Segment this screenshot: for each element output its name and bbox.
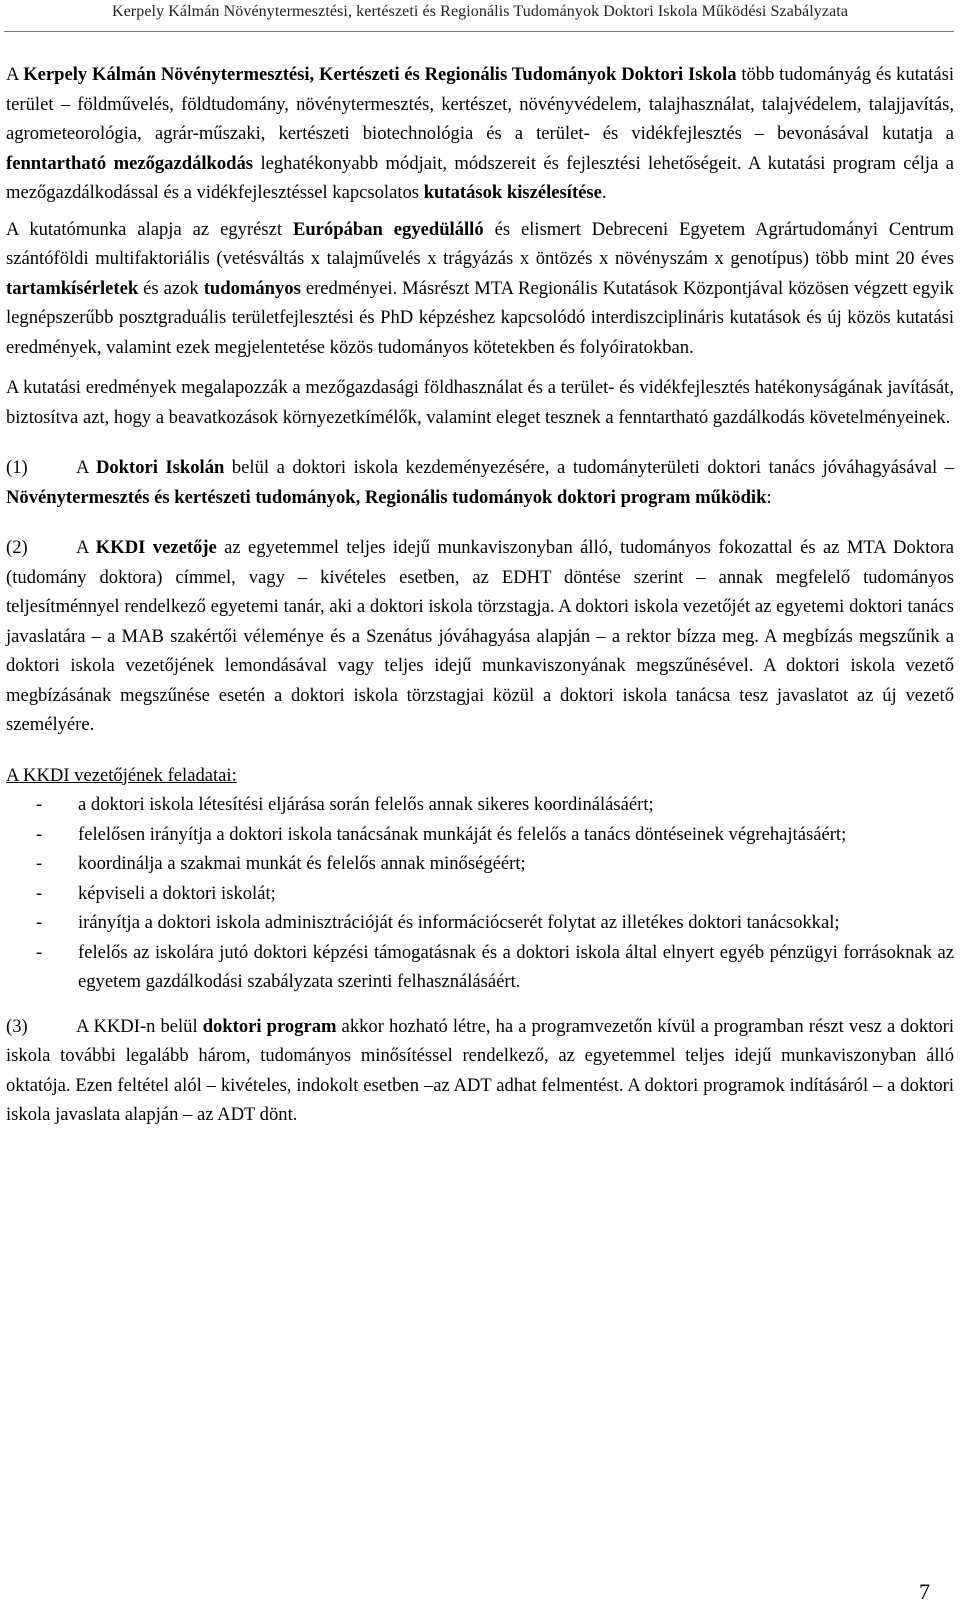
- bold-phrase: fenntartható mezőgazdálkodás: [6, 152, 254, 174]
- bold-phrase: Kerpely Kálmán Növénytermesztési, Kertészeti és Regionális Tudományok Doktori Iskola: [23, 64, 737, 85]
- task-item: [6, 908, 954, 938]
- bold-phrase: tudományos: [203, 277, 301, 299]
- bold-phrase: kutatások kiszélesítése: [423, 182, 602, 203]
- list-dash: -: [36, 823, 43, 845]
- list-dash: -: [36, 882, 43, 904]
- task-item: [6, 938, 954, 997]
- task-item: [6, 820, 954, 850]
- bold-phrase: Doktori Iskolán: [95, 457, 225, 478]
- list-dash: -: [36, 912, 43, 933]
- list-dash: -: [36, 794, 43, 815]
- page-number: 7: [919, 1579, 930, 1604]
- section-3: [6, 1012, 954, 1130]
- section-1-text: A Doktori Iskolán belül a doktori iskola kezdeményezésére, a tudományterületi doktori tanács jóváhagyásával – Növénytermesztés és kertészeti tudományok, Regionális tudományok doktori program működik:: [6, 457, 955, 508]
- document-body: [6, 60, 954, 1141]
- section-3-number: (3): [6, 1015, 28, 1037]
- section-1: [6, 453, 954, 512]
- running-header: Kerpely Kálmán Növénytermesztési, kertészeti és Regionális Tudományok Doktori Iskola Működési Szabályzata: [111, 3, 849, 20]
- tasks-heading: A KKDI vezetőjének feladatai:: [6, 764, 237, 786]
- intro-paragraph-2: A kutatómunka alapja az egyrészt Európában egyedülálló és elismert Debreceni Egyetem Agrártudományi Centrum szántóföldi multifaktoriális (vetésváltás x talajművelés x trágyázás x öntözés x növényszám x genotípus) több mint 20 éves tartamkísérletek és azok tudományos eredményei. Másrészt MTA Regionális Kutatások Központjával közösen végzett egyik legnépszerűbb posztgraduális területfejlesztési és PhD képzéshez kapcsolódó interdiszciplináris kutatások és új közös kutatási eredmények, valamint ezek megjelentetése közös tudományos kötetekben és folyóiratokban.: [6, 218, 954, 358]
- section-2: [6, 533, 954, 740]
- intro-paragraph-1: A Kerpely Kálmán Növénytermesztési, Kertészeti és Regionális Tudományok Doktori Iskola több tudományág és kutatási terület – földművelés, földtudomány, növénytermesztés, kertészet, növényvédelem, talajhasználat, talajvédelem, talajjavítás, agrometeorológia, agrár-műszaki, kertészeti biotechnológia és a terület- és vidékfejlesztés – bevonásával kutatja a fenntartható mezőgazdálkodás leghatékonyabb módjait, módszereit és fejlesztési lehetőségeit. A kutatási program célja a mezőgazdálkodással és a vidékfejlesztéssel kapcsolatos kutatások kiszélesítése.: [6, 64, 954, 203]
- task-item: [6, 879, 954, 909]
- bold-phrase: tartamkísérletek: [6, 277, 139, 299]
- bold-phrase: Növénytermesztés és kertészeti tudományok, Regionális tudományok doktori program működik: [6, 486, 767, 508]
- task-text: felelős az iskolára jutó doktori képzési támogatásnak és a doktori iskola által elnyert egyéb pénzügyi forrásoknak az egyetem gazdálkodási szabályzata szerinti felhasználásáért.: [78, 941, 954, 992]
- task-item: [6, 790, 954, 820]
- tasks-list: [6, 790, 954, 997]
- bold-phrase: Európában egyedülálló: [292, 218, 484, 240]
- task-text: a doktori iskola létesítési eljárása során felelős annak sikeres koordinálásáért;: [78, 794, 654, 815]
- task-text: irányítja a doktori iskola adminisztrációját és információcserét folytat az illetékes doktori tanácsokkal;: [78, 912, 840, 933]
- list-dash: -: [36, 941, 43, 963]
- task-text: koordinálja a szakmai munkát és felelős annak minőségéért;: [78, 853, 526, 874]
- bold-phrase: KKDI vezetője: [95, 537, 217, 558]
- intro-paragraph-3: A kutatási eredmények megalapozzák a mezőgazdasági földhasználat és a terület- és vidékfejlesztés hatékonyságának javítását, biztosítva azt, hogy a beavatkozások környezetkímélők, valamint eleget tesznek a fenntartható gazdálkodás követelményeinek.: [6, 377, 954, 428]
- header-divider: [4, 31, 954, 32]
- section-2-text: A KKDI vezetője az egyetemmel teljes idejű munkaviszonyban álló, tudományos fokozattal és az MTA Doktora (tudomány doktora) címmel, vagy – kivételes esetben, az EDHT döntése szerint – annak megfelelő tudományos teljesítménnyel rendelkező egyetemi tanár, aki a doktori iskola törzstagja. A doktori iskola vezetőjét az egyetemi doktori tanács javaslatára – a MAB szakértői véleménye és a Szenátus jóváhagyása alapján – a rektor bízza meg. A megbízás megszűnik a doktori iskola vezetőjének lemondásával vagy teljes idejű munkaviszonyának megszűnésével. A doktori iskola vezető megbízásának megszűnése esetén a doktori iskola törzstagjai közül a doktori iskola tanácsa tesz javaslatot az új vezető személyére.: [6, 537, 954, 735]
- bold-phrase: doktori program: [202, 1015, 337, 1037]
- task-text: felelősen irányítja a doktori iskola tanácsának munkáját és felelős a tanács döntéseinek végrehajtásáért;: [78, 823, 847, 845]
- task-item: [6, 849, 954, 879]
- list-dash: -: [36, 853, 43, 874]
- section-3-text: A KKDI-n belül doktori program akkor hozható létre, ha a programvezetőn kívül a programban részt vesz a doktori iskola további legalább három, tudományos minősítéssel rendelkező, az egyetemmel teljes idejű munkaviszonyban álló oktatója. Ezen feltétel alól – kivételes, indokolt esetben –az ADT adhat felmentést. A doktori programok indításáról – a doktori iskola javaslata alapján – az ADT dönt.: [6, 1015, 954, 1125]
- section-2-number: (2): [6, 537, 28, 558]
- task-text: képviseli a doktori iskolát;: [78, 882, 276, 904]
- section-1-number: (1): [6, 457, 28, 478]
